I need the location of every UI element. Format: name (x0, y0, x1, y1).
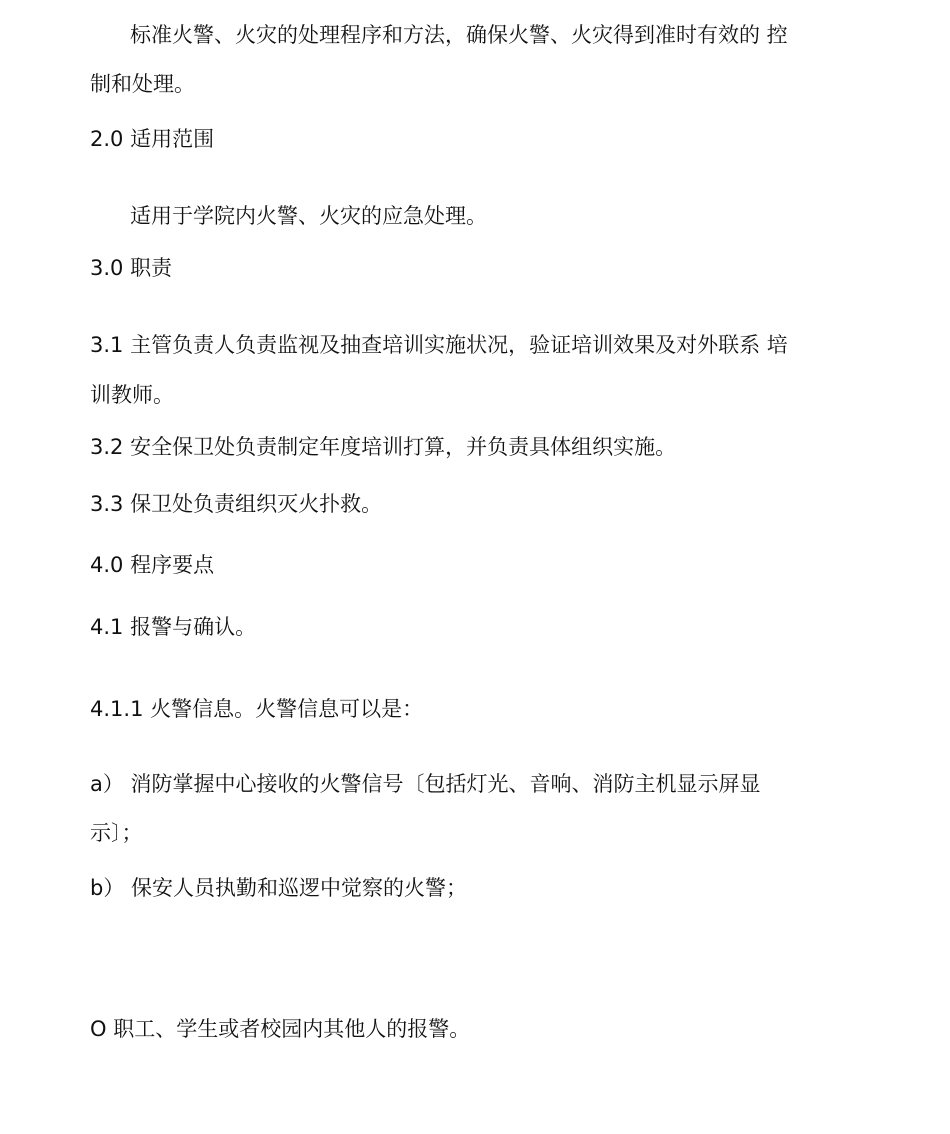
section-3-heading: 3.0 职责 (90, 256, 173, 280)
item-4-1: 4.1 报警与确认。 (90, 615, 257, 639)
item-3-1-line-1: 3.1 主管负责人负责监视及抽查培训实施状况，验证培训效果及对外联系 培 (90, 333, 788, 357)
list-item-a-line-2: 示〕； (90, 821, 143, 845)
list-item-a-line-1: a） 消防掌握中心接收的火警信号〔包括灯光、音响、消防主机显示屏显 (90, 772, 761, 796)
item-3-2: 3.2 安全保卫处负责制定年度培训打算，并负责具体组织实施。 (90, 435, 677, 459)
purpose-paragraph-line-2: 制和处理。 (90, 72, 195, 96)
list-item-c: O 职工、学生或者校园内其他人的报警。 (90, 1017, 471, 1041)
item-3-3: 3.3 保卫处负责组织灭火扑救。 (90, 492, 383, 516)
item-4-1-1: 4.1.1 火警信息。火警信息可以是： (90, 697, 424, 721)
item-3-1-line-2: 训教师。 (90, 383, 174, 407)
section-2-heading: 2.0 适用范围 (90, 127, 215, 151)
list-item-b: b） 保安人员执勤和巡逻中觉察的火警； (90, 876, 468, 900)
section-4-heading: 4.0 程序要点 (90, 553, 215, 577)
purpose-paragraph-line-1: 标准火警、火灾的处理程序和方法，确保火警、火灾得到准时有效的 控 (130, 23, 788, 47)
section-2-body: 适用于学院内火警、火灾的应急处理。 (130, 204, 487, 228)
